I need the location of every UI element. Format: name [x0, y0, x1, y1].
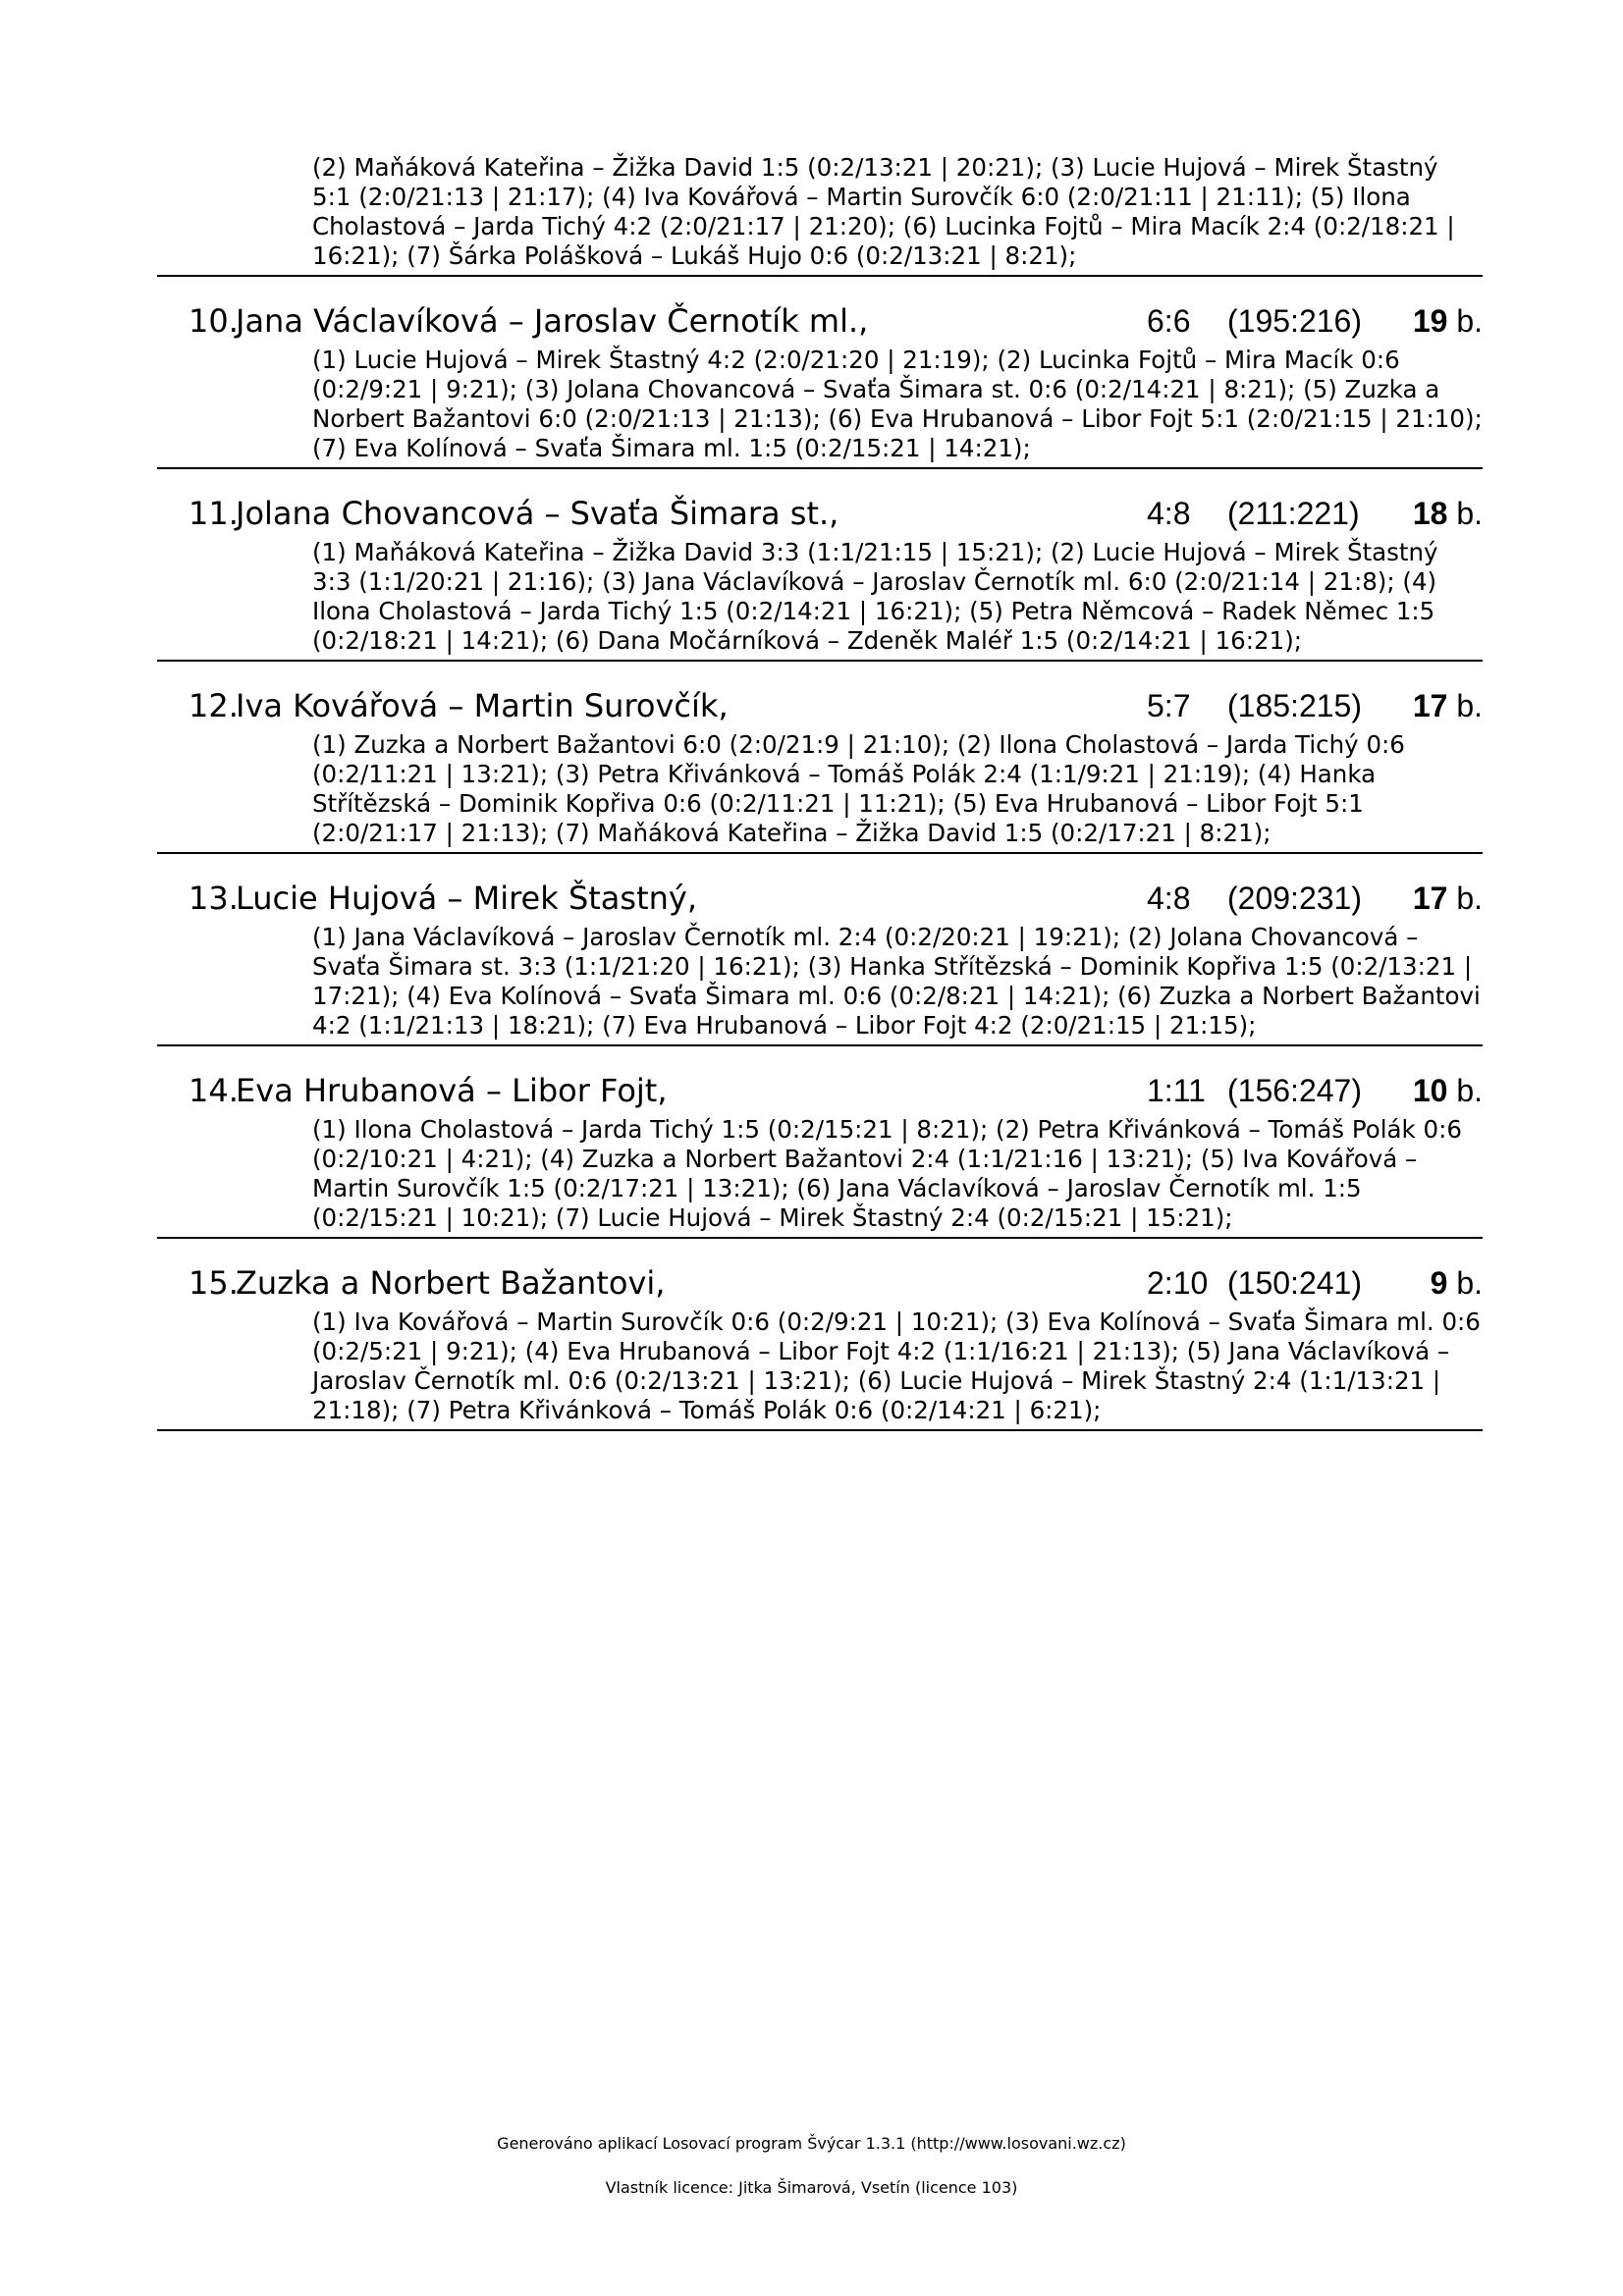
points-total	[1392, 1073, 1483, 1109]
point-difference: (195:216)	[1227, 303, 1362, 339]
point-difference: (211:221)	[1227, 496, 1360, 531]
results-list	[157, 153, 1483, 1431]
points-unit: b.	[1447, 1265, 1483, 1301]
team-name: Zuzka a Norbert Bažantovi,	[236, 1264, 666, 1302]
points-unit: b.	[1447, 303, 1483, 339]
points-total	[1392, 881, 1483, 917]
points-total	[1392, 688, 1483, 724]
match-list: (2) Maňáková Kateřina – Žižka David 1:5 (0:2/13:21 | 20:21); (3) Lucie Hujová – Mirek Štastný 5:1 (2:0/21:13 | 21:17); (4) Iva Kovářová – Martin Surovčík 6:0 (2:0/21:11 | 21:11); (5) Ilona Cholastová – Jarda Tichý 4:2 (2:0/21:17 | 21:20); (6) Lucinka Fojtů – Mira Macík 2:4 (0:2/18:21 | 16:21); (7) Šárka Polášková – Lukáš Hujo 0:6 (0:2/13:21 | 8:21);	[312, 153, 1455, 270]
entry-rank: 14.	[189, 1072, 239, 1109]
points-total	[1392, 303, 1483, 340]
points-unit: b.	[1447, 688, 1483, 723]
entry-rank: 12.	[189, 687, 239, 724]
match-score: 4:8	[1147, 881, 1191, 916]
team-name: Eva Hrubanová – Libor Fojt,	[236, 1072, 668, 1109]
point-difference: (156:247)	[1227, 1073, 1362, 1108]
points-value: 17	[1412, 881, 1448, 916]
entry-rank: 15.	[189, 1264, 239, 1302]
match-score: 1:11	[1147, 1073, 1206, 1108]
match-list: (1) Jana Václavíková – Jaroslav Černotík ml. 2:4 (0:2/20:21 | 19:21); (2) Jolana Chovancová – Svaťa Šimara st. 3:3 (1:1/21:20 | 16:21); (3) Hanka Střítězská – Dominik Kopřiva 1:5 (0:2/13:21 | 17:21); (4) Eva Kolínová – Svaťa Šimara ml. 0:6 (0:2/8:21 | 14:21); (6) Zuzka a Norbert Bažantovi 4:2 (1:1/21:13 | 18:21); (7) Eva Hrubanová – Libor Fojt 4:2 (2:0/21:15 | 21:15);	[312, 923, 1481, 1040]
footer-license: Vlastník licence: Jitka Šimarová, Vsetín (licence 103)	[605, 2178, 1018, 2197]
standing-entry	[157, 1046, 1483, 1239]
point-difference: (150:241)	[1227, 1265, 1362, 1301]
points-value: 19	[1412, 303, 1448, 339]
match-score: 6:6	[1147, 303, 1191, 339]
team-name: Iva Kovářová – Martin Surovčík,	[236, 687, 729, 724]
entry-header	[157, 880, 1483, 923]
standing-entry	[157, 662, 1483, 854]
points-value: 9	[1430, 1265, 1448, 1301]
match-list: (1) Zuzka a Norbert Bažantovi 6:0 (2:0/21:9 | 21:10); (2) Ilona Cholastová – Jarda Tichý 0:6 (0:2/11:21 | 13:21); (3) Petra Křivánková – Tomáš Polák 2:4 (1:1/9:21 | 21:19); (4) Hanka Střítězská – Dominik Kopřiva 0:6 (0:2/11:21 | 11:21); (5) Eva Hrubanová – Libor Fojt 5:1 (2:0/21:17 | 21:13); (7) Maňáková Kateřina – Žižka David 1:5 (0:2/17:21 | 8:21);	[312, 730, 1405, 847]
entries	[157, 277, 1483, 1431]
team-name: Lucie Hujová – Mirek Štastný,	[236, 880, 698, 917]
continued-entry	[157, 153, 1483, 277]
points-total	[1392, 496, 1483, 532]
match-score: 5:7	[1147, 688, 1191, 723]
points-total	[1392, 1265, 1483, 1302]
points-unit: b.	[1447, 881, 1483, 916]
point-difference: (209:231)	[1227, 881, 1362, 916]
standing-entry	[157, 469, 1483, 662]
points-value: 18	[1412, 496, 1448, 531]
team-name: Jana Václavíková – Jaroslav Černotík ml.,	[236, 302, 869, 340]
standing-entry	[157, 854, 1483, 1046]
footer-generator: Generováno aplikací Losovací program Švýcar 1.3.1 (http://www.losovani.wz.cz)	[497, 2134, 1126, 2153]
entry-header	[157, 1072, 1483, 1115]
entry-header	[157, 495, 1483, 538]
entry-header	[157, 1264, 1483, 1308]
points-value: 17	[1412, 688, 1448, 723]
entry-rank: 10.	[189, 302, 239, 340]
match-score: 2:10	[1147, 1265, 1209, 1301]
point-difference: (185:215)	[1227, 688, 1362, 723]
match-list: (1) Maňáková Kateřina – Žižka David 3:3 (1:1/21:15 | 15:21); (2) Lucie Hujová – Mirek Štastný 3:3 (1:1/20:21 | 21:16); (3) Jana Václavíková – Jaroslav Černotík ml. 6:0 (2:0/21:14 | 21:8); (4) Ilona Cholastová – Jarda Tichý 1:5 (0:2/14:21 | 16:21); (5) Petra Němcová – Radek Němec 1:5 (0:2/18:21 | 14:21); (6) Dana Močárníková – Zdeněk Maléř 1:5 (0:2/14:21 | 16:21);	[312, 538, 1438, 655]
points-unit: b.	[1447, 496, 1483, 531]
entry-header	[157, 302, 1483, 346]
entry-rank: 13.	[189, 880, 239, 917]
standing-entry	[157, 277, 1483, 469]
standing-entry	[157, 1239, 1483, 1431]
entry-rank: 11.	[189, 495, 239, 532]
points-value: 10	[1412, 1073, 1448, 1108]
points-unit: b.	[1447, 1073, 1483, 1108]
entry-header	[157, 687, 1483, 730]
match-score: 4:8	[1147, 496, 1191, 531]
match-list: (1) Iva Kovářová – Martin Surovčík 0:6 (0:2/9:21 | 10:21); (3) Eva Kolínová – Svaťa Šimara ml. 0:6 (0:2/5:21 | 9:21); (4) Eva Hrubanová – Libor Fojt 4:2 (1:1/16:21 | 21:13); (5) Jana Václavíková – Jaroslav Černotík ml. 0:6 (0:2/13:21 | 13:21); (6) Lucie Hujová – Mirek Štastný 2:4 (1:1/13:21 | 21:18); (7) Petra Křivánková – Tomáš Polák 0:6 (0:2/14:21 | 6:21);	[312, 1308, 1481, 1424]
team-name: Jolana Chovancová – Svaťa Šimara st.,	[236, 495, 839, 532]
match-list: (1) Lucie Hujová – Mirek Štastný 4:2 (2:0/21:20 | 21:19); (2) Lucinka Fojtů – Mira Macík 0:6 (0:2/9:21 | 9:21); (3) Jolana Chovancová – Svaťa Šimara st. 0:6 (0:2/14:21 | 8:21); (5) Zuzka a Norbert Bažantovi 6:0 (2:0/21:13 | 21:13); (6) Eva Hrubanová – Libor Fojt 5:1 (2:0/21:15 | 21:10); (7) Eva Kolínová – Svaťa Šimara ml. 1:5 (0:2/15:21 | 14:21);	[312, 346, 1483, 462]
match-list: (1) Ilona Cholastová – Jarda Tichý 1:5 (0:2/15:21 | 8:21); (2) Petra Křivánková – Tomáš Polák 0:6 (0:2/10:21 | 4:21); (4) Zuzka a Norbert Bažantovi 2:4 (1:1/21:16 | 13:21); (5) Iva Kovářová – Martin Surovčík 1:5 (0:2/17:21 | 13:21); (6) Jana Václavíková – Jaroslav Černotík ml. 1:5 (0:2/15:21 | 10:21); (7) Lucie Hujová – Mirek Štastný 2:4 (0:2/15:21 | 15:21);	[312, 1115, 1462, 1232]
